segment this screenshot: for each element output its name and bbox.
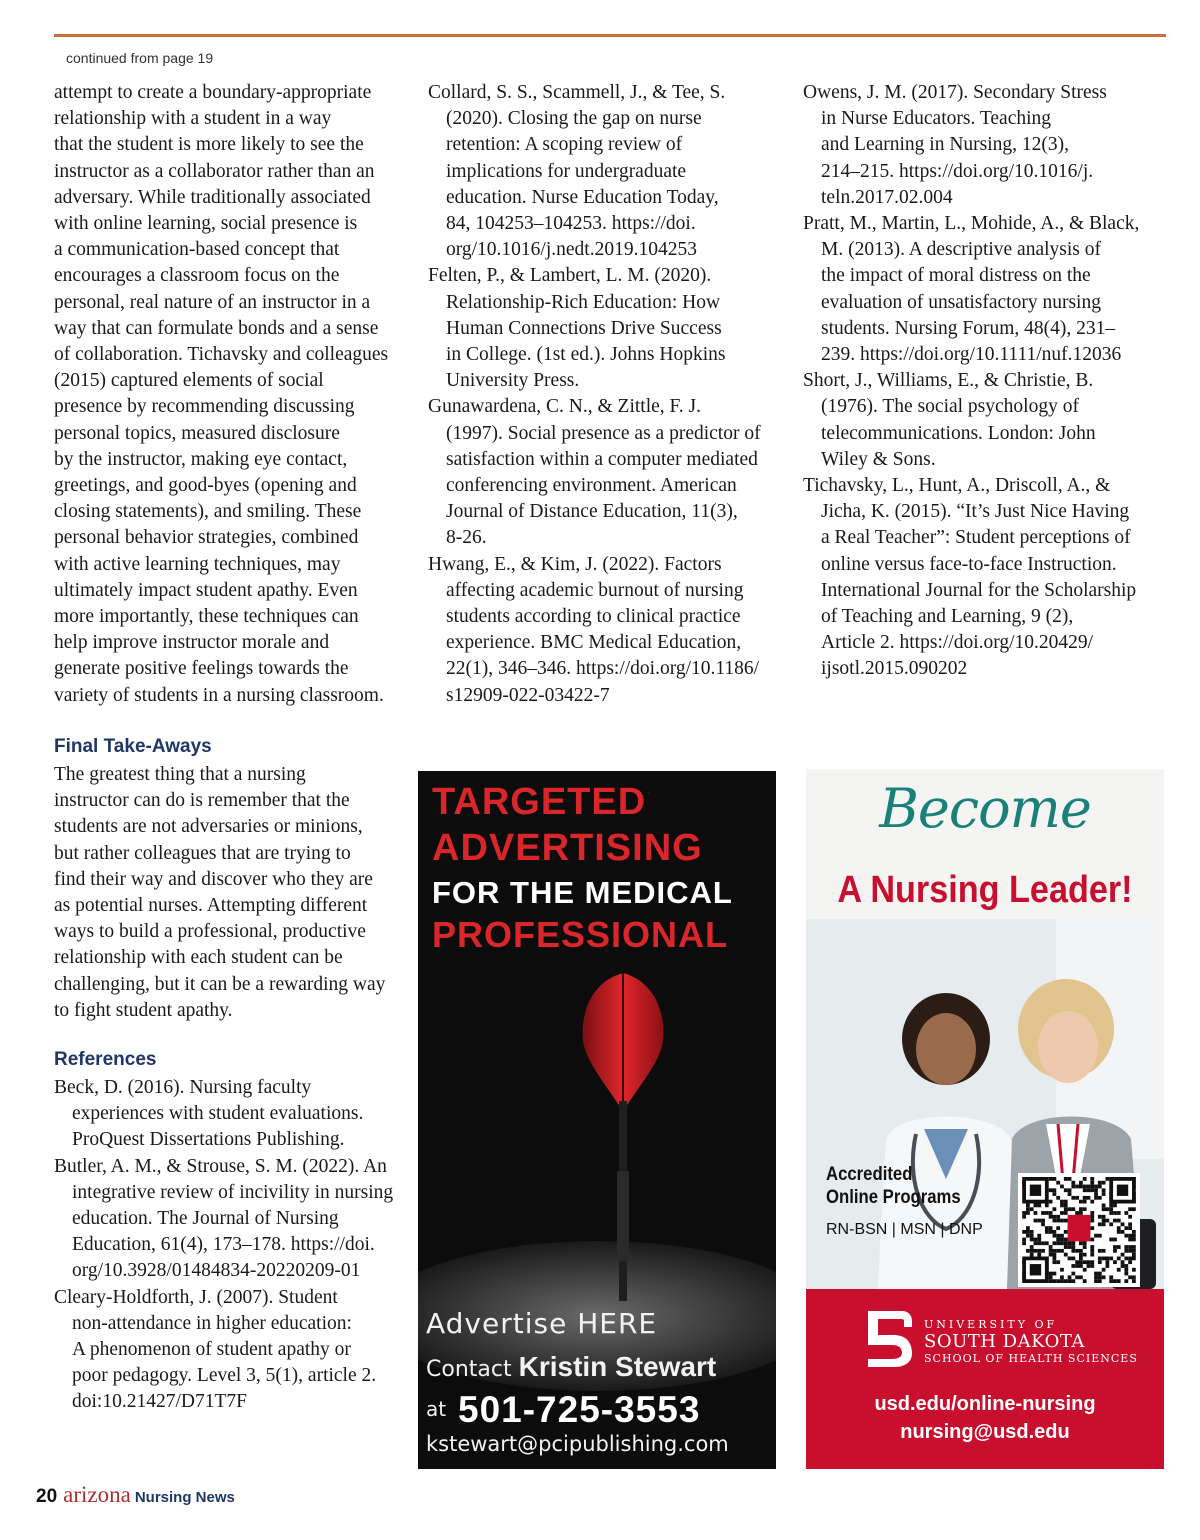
text-line: students are not adversaries or minions, — [54, 816, 363, 838]
reference-line: Tichavsky, L., Hunt, A., Driscoll, A., & — [803, 475, 1111, 497]
ad-headline-1: TARGETED — [432, 781, 647, 823]
reference-entry — [54, 1075, 414, 1154]
text-line: personal, real nature of an instructor in a — [54, 291, 371, 313]
reference-line: Education, 61(4), 173–178. https://doi. — [72, 1234, 375, 1256]
reference-line: Article 2. https://doi.org/10.20429/ — [821, 632, 1094, 654]
reference-line: Butler, A. M., & Strouse, S. M. (2022). An — [54, 1155, 387, 1177]
contact-at: at — [426, 1397, 447, 1421]
reference-line: a Real Teacher”: Student perceptions of — [821, 527, 1131, 549]
text-line: attempt to create a boundary-appropriate — [54, 82, 372, 103]
reference-line: Collard, S. S., Scammell, J., & Tee, S. — [428, 82, 726, 103]
text-line: that the student is more likely to see the — [54, 134, 364, 156]
references-list-col2 — [428, 80, 788, 709]
reference-line: (1997). Social presence as a predictor of — [446, 422, 761, 444]
reference-line: students according to clinical practice — [446, 606, 741, 628]
reference-line: and Learning in Nursing, 12(3), — [821, 134, 1070, 156]
reference-line: M. (2013). A descriptive analysis of — [821, 239, 1101, 261]
text-line: (2015) captured elements of social — [54, 370, 324, 392]
reference-line: poor pedagogy. Level 3, 5(1), article 2. — [72, 1365, 377, 1387]
reference-line: experience. BMC Medical Education, — [446, 632, 742, 654]
school-name: SCHOOL OF HEALTH SCIENCES — [924, 1352, 1138, 1365]
reference-entry — [428, 552, 788, 709]
reference-line: education. The Journal of Nursing — [72, 1208, 339, 1230]
become-script: Become — [879, 777, 1091, 840]
text-line: way that can formulate bonds and a sense — [54, 317, 379, 339]
reference-line: (2020). Closing the gap on nurse — [446, 108, 702, 130]
reference-line: Pratt, M., Martin, L., Mohide, A., & Black, — [803, 213, 1140, 235]
reference-line: 239. https://doi.org/10.1111/nuf.12036 — [821, 344, 1122, 366]
reference-line: 8-26. — [446, 527, 487, 549]
text-line: with active learning techniques, may — [54, 553, 341, 575]
ad-headline-4: PROFESSIONAL — [432, 914, 729, 955]
reference-line: org/10.3928/01484834-20220209-01 — [72, 1260, 361, 1282]
top-rule — [54, 34, 1166, 37]
reference-line: telecommunications. London: John — [821, 422, 1096, 444]
reference-line: evaluation of unsatisfactory nursing — [821, 291, 1101, 313]
text-line: but rather colleagues that are trying to — [54, 842, 351, 864]
text-line: more importantly, these techniques can — [54, 606, 359, 628]
reference-line: Beck, D. (2016). Nursing faculty — [54, 1077, 312, 1098]
dart-icon — [418, 961, 776, 1301]
reference-line: the impact of moral distress on the — [821, 265, 1091, 287]
text-line: closing statements), and smiling. These — [54, 501, 362, 523]
text-line: to fight student apathy. — [54, 999, 233, 1021]
text-line: instructor as a collaborator rather than an — [54, 160, 375, 182]
text-line: ultimately impact student apathy. Even — [54, 579, 358, 601]
reference-entry — [803, 80, 1163, 211]
text-line: help improve instructor morale and — [54, 632, 330, 654]
usd-logo-icon — [864, 1307, 916, 1371]
reference-entry — [428, 80, 788, 263]
magazine-name: Nursing News — [134, 1489, 235, 1506]
reference-line: experiences with student evaluations. — [72, 1103, 364, 1125]
page-number: 20 — [36, 1486, 58, 1507]
text-line: of collaboration. Tichavsky and colleagues — [54, 344, 389, 366]
text-line: as potential nurses. Attempting different — [54, 895, 368, 917]
text-line: with online learning, social presence is — [54, 213, 358, 235]
reference-line: (1976). The social psychology of — [821, 396, 1079, 418]
reference-line: Wiley & Sons. — [821, 448, 936, 470]
references-list-col1 — [54, 1075, 414, 1416]
reference-line: implications for undergraduate — [446, 160, 687, 182]
text-line: generate positive feelings towards the — [54, 658, 349, 680]
reference-line: education. Nurse Education Today, — [446, 186, 719, 208]
text-line: The greatest thing that a nursing — [54, 764, 306, 785]
reference-line: Relationship-Rich Education: How — [446, 291, 721, 313]
reference-line: Human Connections Drive Success — [446, 317, 722, 339]
reference-line: students. Nursing Forum, 48(4), 231– — [821, 317, 1116, 339]
reference-line: 84, 104253–104253. https://doi. — [446, 213, 696, 235]
final-takeaways-body — [54, 762, 404, 1024]
magazine-arizona: arizona — [63, 1482, 131, 1507]
reference-entry — [428, 394, 788, 551]
reference-line: s12909-022-03422-7 — [446, 684, 610, 706]
reference-line: retention: A scoping review of — [446, 134, 683, 156]
reference-line: of Teaching and Learning, 9 (2), — [821, 606, 1074, 628]
text-line: a communication-based concept that — [54, 239, 340, 261]
text-line: personal behavior strategies, combined — [54, 527, 359, 549]
text-line: ways to build a professional, productive — [54, 921, 366, 943]
reference-entry — [54, 1154, 414, 1285]
reference-line: University Press. — [446, 370, 580, 392]
contact-name: Kristin Stewart — [518, 1351, 717, 1382]
reference-line: org/10.1016/j.nedt.2019.104253 — [446, 239, 697, 261]
text-line: challenging, but it can be a rewarding way — [54, 973, 386, 995]
reference-line: affecting academic burnout of nursing — [446, 579, 744, 601]
contact-prefix: Contact — [426, 1357, 512, 1382]
reference-line: integrative review of incivility in nursing — [72, 1181, 394, 1203]
references-heading: References — [54, 1049, 157, 1070]
text-line: by the instructor, making eye contact, — [54, 448, 348, 470]
usd-url[interactable]: usd.edu/online-nursing — [874, 1393, 1096, 1415]
reference-line: Hwang, E., & Kim, J. (2022). Factors — [428, 553, 722, 575]
text-line: adversary. While traditionally associated — [54, 186, 371, 208]
reference-line: Gunawardena, C. N., & Zittle, F. J. — [428, 396, 702, 418]
qr-code-icon[interactable] — [1018, 1173, 1140, 1287]
final-takeaways-heading: Final Take-Aways — [54, 736, 212, 757]
reference-line: ijsotl.2015.090202 — [821, 658, 968, 680]
reference-line: Owens, J. M. (2017). Secondary Stress — [803, 82, 1107, 103]
contact-line — [426, 1351, 716, 1383]
reference-line: Cleary-Holdforth, J. (2007). Student — [54, 1286, 338, 1308]
continued-note: continued from page 19 — [66, 50, 214, 66]
reference-line: satisfaction within a computer mediated — [446, 448, 758, 470]
text-line: presence by recommending discussing — [54, 396, 355, 418]
reference-entry — [803, 473, 1163, 683]
reference-entry — [428, 263, 788, 394]
accredited-programs — [826, 1163, 961, 1209]
column-1-paragraph — [54, 80, 404, 709]
nursing-leader-headline: A Nursing Leader! — [837, 869, 1133, 911]
reference-entry — [803, 211, 1163, 368]
reference-entry — [54, 1285, 414, 1416]
text-line: greetings, and good-byes (opening and — [54, 475, 357, 497]
reference-line: 22(1), 346–346. https://doi.org/10.1186/ — [446, 658, 760, 680]
contact-phone[interactable]: 501-725-3553 — [458, 1389, 701, 1430]
text-line: personal topics, measured disclosure — [54, 422, 340, 444]
contact-email[interactable]: kstewart@pcipublishing.com — [426, 1432, 729, 1456]
text-line: encourages a classroom focus on the — [54, 265, 340, 287]
accredited-label: Accredited — [826, 1164, 913, 1185]
reference-line: Felten, P., & Lambert, L. M. (2020). — [428, 265, 712, 287]
page-footer — [36, 1482, 235, 1508]
text-line: relationship with each student can be — [54, 947, 343, 969]
online-programs-label: Online Programs — [826, 1187, 961, 1208]
text-line: variety of students in a nursing classroom. — [54, 684, 384, 706]
text-line: instructor can do is remember that the — [54, 790, 350, 812]
university-name: SOUTH DAKOTA — [924, 1331, 1085, 1352]
usd-email[interactable]: nursing@usd.edu — [900, 1421, 1070, 1443]
targeted-advertising-ad[interactable] — [418, 771, 776, 1469]
program-list: RN-BSN | MSN | DNP — [826, 1221, 983, 1238]
reference-line: non-attendance in higher education: — [72, 1312, 352, 1334]
reference-line: Journal of Distance Education, 11(3), — [446, 501, 738, 523]
ad-headline-3: FOR THE MEDICAL — [432, 875, 733, 910]
university-of: UNIVERSITY OF — [924, 1318, 1058, 1331]
reference-line: Jicha, K. (2015). “It’s Just Nice Having — [821, 501, 1130, 523]
reference-line: in Nurse Educators. Teaching — [821, 108, 1052, 130]
reference-line: A phenomenon of student apathy or — [72, 1339, 351, 1361]
ad-headline-2: ADVERTISING — [432, 827, 703, 869]
advertise-here: Advertise HERE — [426, 1307, 658, 1340]
reference-line: 214–215. https://doi.org/10.1016/j. — [821, 160, 1094, 182]
usd-nursing-ad[interactable] — [806, 769, 1164, 1469]
references-list-col3 — [803, 80, 1163, 683]
reference-line: teln.2017.02.004 — [821, 186, 953, 208]
reference-line: conferencing environment. American — [446, 475, 737, 497]
reference-line: online versus face-to-face Instruction. — [821, 553, 1117, 575]
reference-line: in College. (1st ed.). Johns Hopkins — [446, 344, 726, 366]
reference-line: Short, J., Williams, E., & Christie, B. — [803, 370, 1094, 392]
reference-line: doi:10.21427/D71T7F — [72, 1391, 247, 1413]
text-line: relationship with a student in a way — [54, 108, 332, 130]
text-line: find their way and discover who they are — [54, 868, 373, 890]
reference-entry — [803, 368, 1163, 473]
reference-line: International Journal for the Scholarship — [821, 579, 1137, 601]
reference-line: ProQuest Dissertations Publishing. — [72, 1129, 345, 1151]
